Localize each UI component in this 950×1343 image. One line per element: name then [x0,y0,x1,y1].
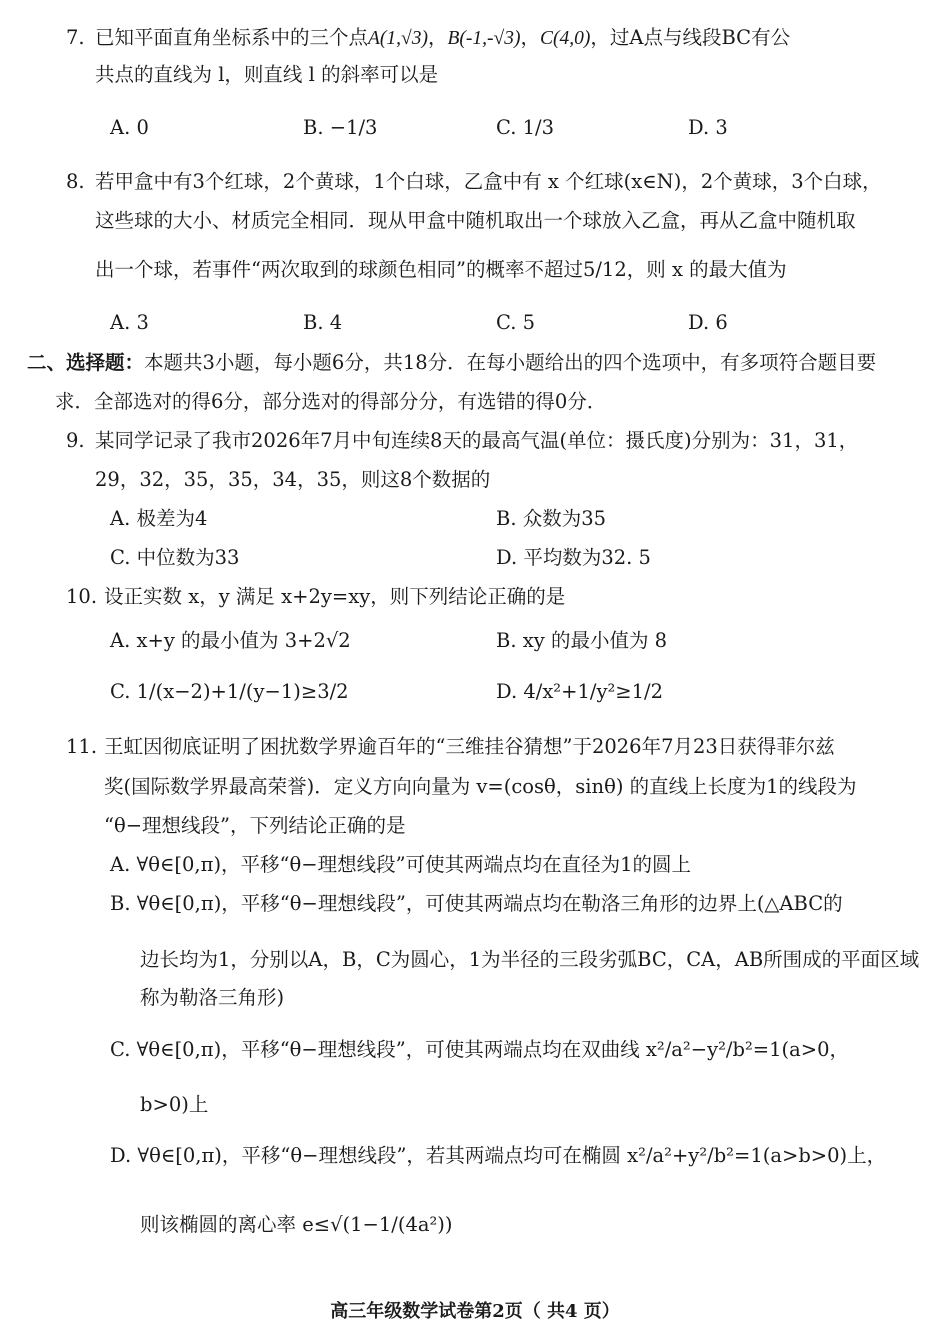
q11-option-d-line2: 则该椭圆的离心率 e≤√(1−1/(4a²)) [140,1213,453,1236]
q11-option-b-line1: B. ∀θ∈[0,π)，平移“θ−理想线段”，可使其两端点均在勒洛三角形的边界上(△ABC的 [110,892,843,915]
q8-stem-pre: 出一个球，若事件“两次取到的球颜色相同”的概率不超过 [95,258,583,281]
page-footer: 高三年级数学试卷第2页（ 共4 页） [330,1301,620,1322]
q11-option-b-line2: 边长均为1，分别以A，B，C为圆心，1为半径的三段劣弧BC，CA，AB所围成的平面区域 [140,948,920,971]
q7-number: 7. [66,26,85,49]
q7-option-d: D. 3 [688,116,728,139]
q8-fraction: 5/12 [582,258,627,281]
q8-option-c: C. 5 [496,311,536,334]
q11-option-a: A. ∀θ∈[0,π)，平移“θ−理想线段”可使其两端点均在直径为1的圆上 [110,853,691,876]
q8-option-d: D. 6 [688,311,728,334]
q10-option-a: A. x+y 的最小值为 3+2√2 [110,629,351,652]
q11-option-c-line1: C. ∀θ∈[0,π)，平移“θ−理想线段”，可使其两端点均在双曲线 x²/a²−y²/b²=1(a>0， [110,1038,850,1061]
q11-option-b-line3: 称为勒洛三角形) [140,986,285,1009]
q9-option-c: C. 中位数为33 [110,546,240,569]
q9-stem-line2: 29，32，35，35，34，35，则这8个数据的 [95,468,491,491]
q8-stem-line2: 这些球的大小、材质完全相同．现从甲盒中随机取出一个球放入乙盒，再从乙盒中随机取 [95,209,856,232]
q9-stem-line1: 某同学记录了我市2026年7月中旬连续8天的最高气温(单位：摄氏度)分别为：31，31， [95,429,859,452]
q11-stem-line3: “θ−理想线段”，下列结论正确的是 [104,814,406,837]
q9-option-a: A. 极差为4 [110,507,208,530]
q7-option-b: B. −1/3 [303,116,378,139]
q7-stem-pre: 已知平面直角坐标系中的三个点 [95,26,369,49]
q8-stem-post: ，则 x 的最大值为 [626,258,787,281]
q8-stem-line3 [95,258,787,281]
q8-option-b: B. 4 [303,311,343,334]
q7-point-a: A(1,√3) [368,28,428,49]
q11-stem-line1: 王虹因彻底证明了困扰数学界逾百年的“三维挂谷猜想”于2026年7月23日获得菲尔兹 [104,735,835,758]
q7-option-a: A. 0 [110,116,149,139]
q10-stem: 设正实数 x，y 满足 x+2y=xy，则下列结论正确的是 [104,585,566,608]
q9-option-d: D. 平均数为32. 5 [496,546,651,569]
q8-option-a: A. 3 [110,311,149,334]
section2-instructions-line1: 本题共3小题，每小题6分，共18分．在每小题给出的四个选项中，有多项符合题目要 [144,351,877,374]
q10-option-c: C. 1/(x−2)+1/(y−1)≥3/2 [110,680,349,703]
q7-point-b: B(-1,-√3) [447,28,521,49]
q11-option-c-line2: b>0)上 [140,1093,209,1116]
q9-number: 9. [66,429,85,452]
q11-number: 11. [66,735,98,758]
q7-point-c: C(4,0) [540,28,591,49]
q8-number: 8. [66,170,85,193]
q11-option-d-line1: D. ∀θ∈[0,π)，平移“θ−理想线段”，若其两端点均可在椭圆 x²/a²+y²/b²=1(a>b>0)上， [110,1144,887,1167]
section2-header [27,351,876,374]
q11-stem-line2: 奖(国际数学界最高荣誉)．定义方向向量为 v=(cosθ，sinθ) 的直线上长度为1的线段为 [104,775,857,798]
section2-title: 二、选择题： [27,351,145,374]
q10-option-d: D. 4/x²+1/y²≥1/2 [496,680,663,703]
q7-option-c: C. 1/3 [496,116,555,139]
q10-number: 10. [66,585,98,608]
q7-stem-line2: 共点的直线为 l，则直线 l 的斜率可以是 [95,63,439,86]
q8-stem-line1: 若甲盒中有3个红球，2个黄球，1个白球，乙盒中有 x 个红球(x∈N)，2个黄球，3个白球， [95,170,882,193]
q10-option-b: B. xy 的最小值为 8 [496,629,668,652]
q9-option-b: B. 众数为35 [496,507,607,530]
q7-stem-line1: 已知平面直角坐标系中的三个点A(1,√3)，B(-1,-√3)，C(4,0)，过A点与线段BC有公 [95,26,791,49]
section2-instructions-line2: 求．全部选对的得6分，部分选对的得部分分，有选错的得0分． [55,390,607,413]
q7-stem-post: 过A点与线段BC有公 [609,26,791,49]
